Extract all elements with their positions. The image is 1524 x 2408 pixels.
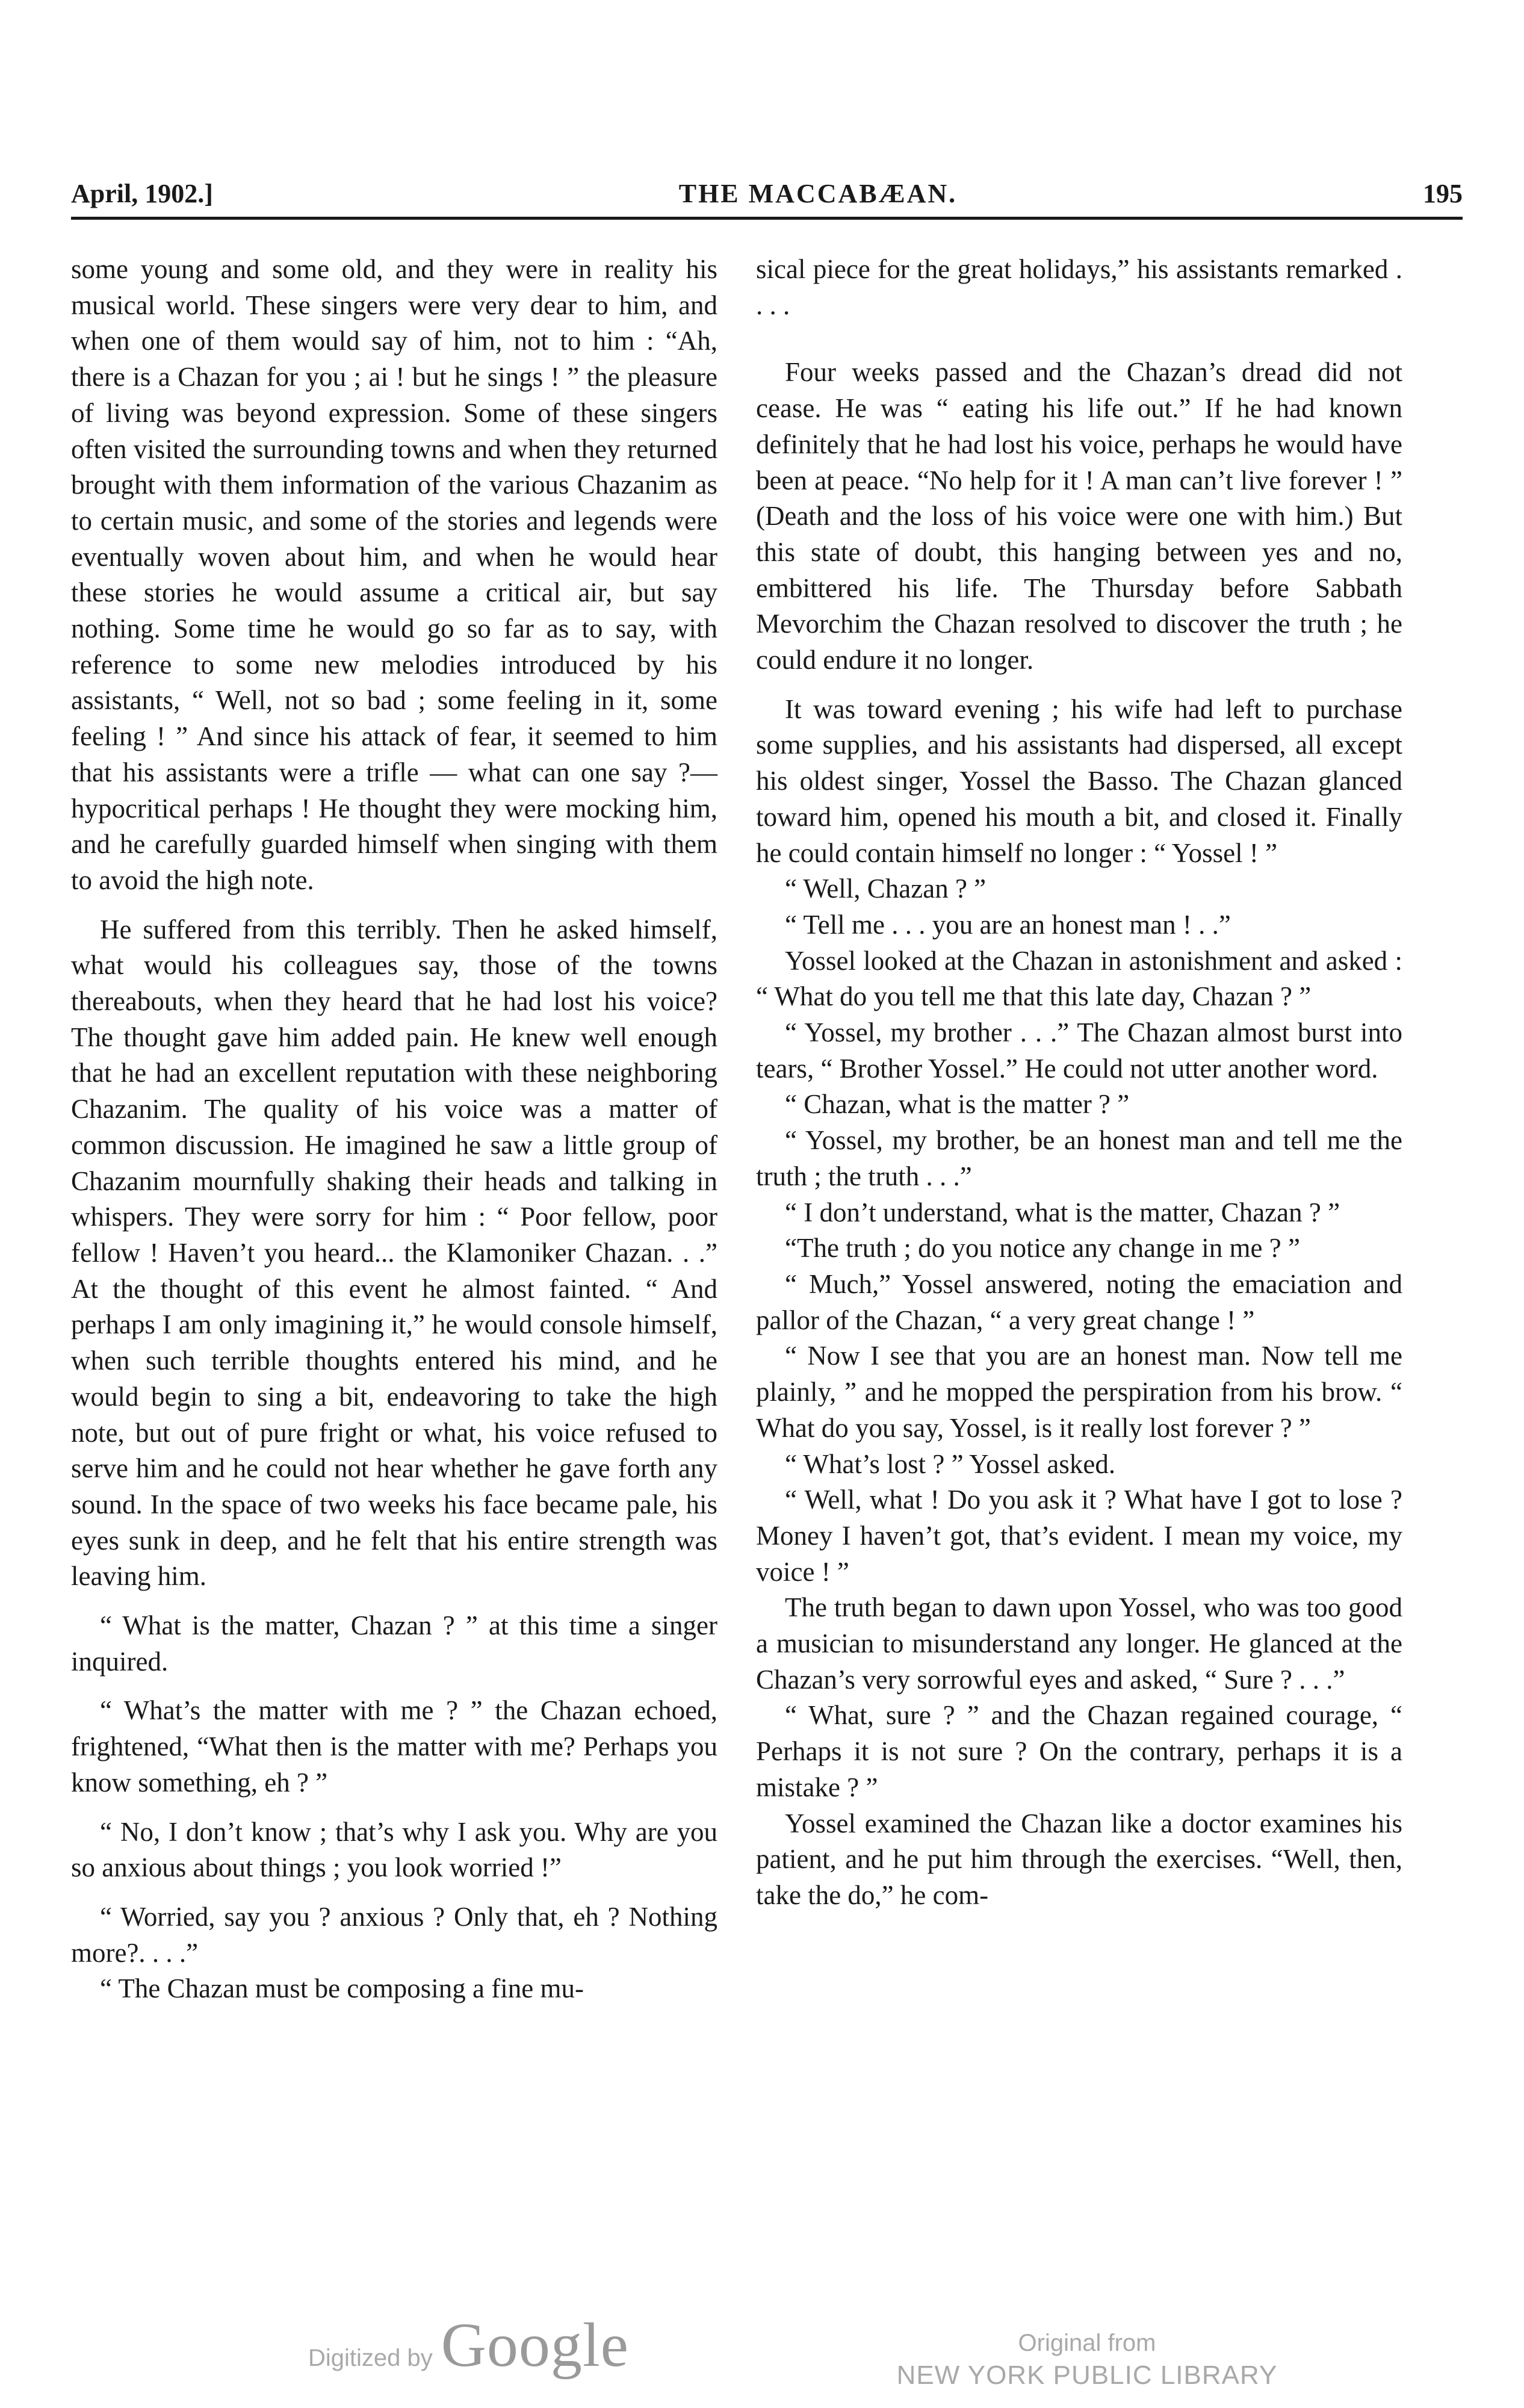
paragraph: He suffered from this terribly. Then he asked himself, what would his colleagues say, those of the towns thereabouts, when they heard that he had lost his voice? The thought gave him added pain. He knew well enough that he had an excellent reputation with these neighboring Chazanim. The quality of his voice was a matter of common discussion. He imagined he saw a little group of Chazanim mournfully shaking their heads and talking in whispers. They were sorry for him : “ Poor fellow, poor fellow ! Haven’t you heard... the Klamoniker Chazan. . .” At the thought of this event he almost fainted. “ And perhaps I am only imagining it,” he would console himself, when such terrible thoughts entered his mind, and he would begin to sing a bit, endeavoring to take the high note, but out of pure fright or what, his voice refused to serve him and he could not hear whether he gave forth any sound. In the space of two weeks his face became pale, his eyes sunk in deep, and he felt that his entire strength was leaving him. xyxy=(71,914,717,1592)
paragraph: “ Worried, say you ? anxious ? Only that, eh ? Nothing more?. . . .” xyxy=(71,1901,717,1968)
library-name: NEW YORK PUBLIC LIBRARY xyxy=(896,2360,1278,2390)
running-header xyxy=(71,170,1463,220)
original-from-watermark xyxy=(888,2327,1286,2392)
paragraph: “ Well, what ! Do you ask it ? What have I got to lose ? Money I haven’t got, that’s evident. I mean my voice, my voice ! ” xyxy=(756,1485,1402,1587)
paragraph: Yossel looked at the Chazan in astonishment and asked : “ What do you tell me that this late day, Chazan ? ” xyxy=(756,945,1402,1012)
paragraph: “ The Chazan must be composing a fine mu- xyxy=(100,1973,584,2004)
paragraph: sical piece for the great holidays,” his assistants remarked . . . . xyxy=(756,254,1402,320)
digitized-by-watermark xyxy=(308,2309,629,2381)
paragraph: “ I don’t understand, what is the matter, Chazan ? ” xyxy=(785,1197,1340,1227)
paragraph: “ Yossel, my brother, be an honest man and tell me the truth ; the truth . . .” xyxy=(756,1125,1402,1191)
paragraph: “ Now I see that you are an honest man. Now tell me plainly, ” and he mopped the perspiration from his brow. “ What do you say, Yossel, is it really lost forever ? ” xyxy=(756,1341,1402,1443)
paragraph: “ What, sure ? ” and the Chazan regained courage, “ Perhaps it is not sure ? On the contrary, perhaps it is a mistake ? ” xyxy=(756,1700,1402,1802)
paragraph: “The truth ; do you notice any change in me ? ” xyxy=(785,1233,1300,1264)
paragraph: “ Well, Chazan ? ” xyxy=(785,874,987,904)
journal-title: THE MACCABÆAN. xyxy=(678,178,958,208)
paragraph: “ Yossel, my brother . . .” The Chazan almost burst into tears, “ Brother Yossel.” He could not utter another word. xyxy=(756,1017,1402,1084)
left-column xyxy=(71,252,717,2007)
right-column xyxy=(756,252,1402,1914)
paragraph: “ What’s the matter with me ? ” the Chazan echoed, frightened, “What then is the matter with me? Perhaps you know something, eh ? ” xyxy=(71,1695,717,1798)
paragraph: It was toward evening ; his wife had left to purchase some supplies, and his assistants had dispersed, all except his oldest singer, Yossel the Basso. The Chazan glanced toward him, opened his mouth a bit, and closed it. Finally he could contain himself no longer : “ Yossel ! ” xyxy=(756,694,1402,868)
issue-date: April, 1902.] xyxy=(71,178,213,208)
paragraph: “ What’s lost ? ” Yossel asked. xyxy=(785,1448,1116,1479)
paragraph: “ Tell me . . . you are an honest man ! . .” xyxy=(785,909,1231,940)
page-number: 195 xyxy=(1423,178,1463,208)
paragraph: some young and some old, and they were in reality his musical world. These singers were very dear to him, and when one of them would say of him, not to him : “Ah, there is a Chazan for you ; ai ! but he sings ! ” the pleasure of living was beyond expression. Some of these singers often visited the surrounding towns and when they returned brought with them information of the various Chazanim as to certain music, and some of the stories and legends were eventually woven about him, and when he would hear these stories he would assume a critical air, but say nothing. Some time he would go so far as to say, with reference to some new melodies introduced by his assistants, “ Well, not so bad ; some feeling in it, some feeling ! ” And since his attack of fear, it seemed to him that his assistants were a trifle — what can one say ?—hypocritical perhaps ! He thought they were mocking him, and he carefully guarded himself when singing with them to avoid the high note. xyxy=(71,254,717,895)
paragraph: “ Chazan, what is the matter ? ” xyxy=(785,1089,1130,1120)
google-logo: Google xyxy=(441,2310,629,2380)
original-from-label: Original from xyxy=(1018,2330,1156,2356)
paragraph: “ What is the matter, Chazan ? ” at this time a singer inquired. xyxy=(71,1610,717,1677)
paragraph: Four weeks passed and the Chazan’s dread did not cease. He was “ eating his life out.” If he had known definitely that he had lost his voice, perhaps he would have been at peace. “No help for it ! A man can’t live forever ! ” (Death and the loss of his voice were one with him.) But this state of doubt, this hanging between yes and no, embittered his life. The Thursday before Sabbath Mevorchim the Chazan resolved to discover the truth ; he could endure it no longer. xyxy=(756,357,1402,675)
paragraph: “ No, I don’t know ; that’s why I ask you. Why are you so anxious about things ; you look worried !” xyxy=(71,1816,717,1883)
paragraph: “ Much,” Yossel answered, noting the emaciation and pallor of the Chazan, “ a very great change ! ” xyxy=(756,1268,1402,1335)
paragraph: The truth began to dawn upon Yossel, who was too good a musician to misunderstand any longer. He glanced at the Chazan’s very sorrowful eyes and asked, “ Sure ? . . .” xyxy=(756,1592,1402,1695)
digitized-by-label: Digitized by xyxy=(308,2345,433,2371)
paragraph: Yossel examined the Chazan like a doctor examines his patient, and he put him through the exercises. “Well, then, take the do,” he com- xyxy=(756,1808,1402,1910)
